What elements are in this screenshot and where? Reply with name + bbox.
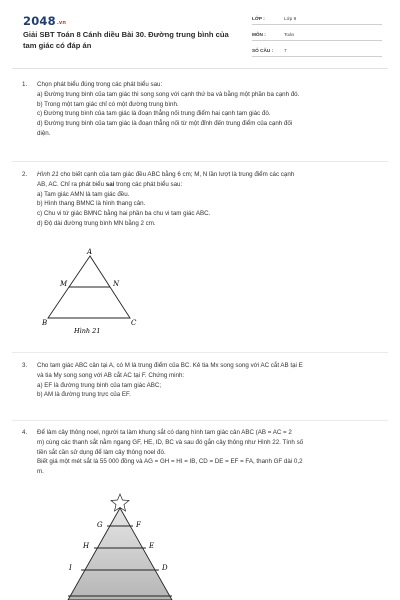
- question-line: b) Hình thang BMNC là hình thang cân.: [37, 200, 146, 208]
- label-c: C: [131, 319, 137, 327]
- question-number: 1.: [22, 81, 28, 88]
- question-number: 2.: [22, 171, 28, 178]
- meta-panel: [252, 12, 382, 60]
- label-g: G: [97, 521, 103, 529]
- meta-value: Lớp 8: [284, 16, 297, 21]
- question-line: a) Đường trung bình của tam giác thì song song với cạnh thứ ba và bằng một phần ba cạnh đó.: [37, 90, 300, 98]
- label-f: F: [136, 521, 141, 529]
- question-line: Cho tam giác ABC cân tại A, có M là trung điểm của BC. Kẻ tia Mx song song với AC cắt AB tại E: [37, 362, 303, 369]
- question-line: d) Độ dài đường trung bình MN bằng 2 cm.: [37, 219, 156, 227]
- question-line: c) Đường trung bình của tam giác là đoạn thẳng nối trung điểm hai cạnh tam giác đó.: [37, 110, 271, 118]
- label-n: N: [113, 280, 120, 288]
- question-line: b) AM là đường trung trực của EF.: [37, 391, 131, 399]
- figure-caption: Hình 21: [74, 327, 101, 335]
- question-4: [22, 428, 382, 477]
- question-line: a) Tam giác AMN là tam giác đều.: [37, 190, 130, 198]
- label-a: A: [87, 248, 93, 256]
- meta-row-subject: [252, 28, 382, 41]
- question-body: [37, 361, 382, 400]
- question-body: [37, 428, 382, 477]
- meta-value: Toán: [284, 32, 295, 37]
- label-d: D: [162, 564, 168, 572]
- page-title: Giải SBT Toán 8 Cánh diều Bài 30. Đường trung bình của tam giác có đáp án: [23, 30, 229, 50]
- label-b: B: [42, 319, 48, 327]
- question-line: diện.: [37, 129, 51, 137]
- question-line: c) Chu vi tứ giác BMNC bằng hai phần ba chu vi tam giác ABC.: [37, 210, 211, 218]
- label-e: E: [149, 542, 155, 550]
- tree-frame-abc: [68, 508, 172, 600]
- question-divider: [12, 352, 388, 353]
- question-line: AB, AC. Chỉ ra phát biểu sai trong các phát biểu sau:: [37, 180, 183, 188]
- question-line: Biết giá một mét sắt là 55 000 đồng và AG = GH = HI = IB, CD = DE = EF = FA, thanh GF dài 0,2: [37, 458, 303, 466]
- label-m: M: [60, 280, 68, 288]
- meta-key: SỐ CÂU :: [252, 48, 274, 53]
- question-2: [22, 170, 382, 229]
- question-line: m) cùng các thanh sắt nằm ngang GF, HE, ID, BC và sau đó gắn cây thông như Hình 22. Tính số: [37, 438, 304, 446]
- question-number: 3.: [22, 362, 28, 369]
- question-line: và tia My song song với AB cắt AC tại F. Chứng minh:: [37, 371, 185, 379]
- site-logo[interactable]: [23, 14, 66, 28]
- question-number: 4.: [22, 429, 28, 436]
- meta-key: MÔN :: [252, 32, 266, 37]
- question-line: tiền sắt cần sử dụng để làm cây thông noel đó.: [37, 448, 166, 456]
- question-line: b) Trong một tam giác chỉ có một đường trung bình.: [37, 100, 179, 108]
- question-line: m.: [37, 468, 44, 476]
- question-line: Hình 21 cho biết cạnh của tam giác đều ABC bằng 6 cm; M, N lần lượt là trung điểm các cạnh: [37, 171, 295, 178]
- question-divider: [12, 420, 388, 421]
- figure-22-christmas-tree: [62, 490, 202, 600]
- meta-value: 7: [284, 48, 287, 53]
- logo-tld: .vn: [56, 20, 67, 26]
- question-line: Để làm cây thông noel, người ta làm khung sắt có dạng hình tam giác cân ABC (AB = AC = 2: [37, 429, 292, 436]
- question-body: [37, 170, 382, 229]
- label-i: I: [69, 564, 72, 572]
- question-line: Chọn phát biểu đúng trong các phát biểu sau:: [37, 81, 163, 88]
- header-divider: [12, 68, 388, 69]
- meta-row-count: [252, 44, 382, 57]
- figure-21-equilateral-triangle: [40, 246, 140, 338]
- logo-text: 2048: [23, 14, 56, 28]
- question-line: a) EF là đường trung bình của tam giác ABC;: [37, 381, 162, 389]
- question-divider: [12, 161, 388, 162]
- question-3: [22, 361, 382, 400]
- label-h: H: [83, 542, 90, 550]
- question-line: d) Đường trung bình của tam giác là đoạn thẳng nối từ một đỉnh đến trung điểm của cạnh đối: [37, 120, 293, 128]
- meta-key: LỚP :: [252, 16, 265, 21]
- question-1: [22, 80, 382, 139]
- question-body: [37, 80, 382, 139]
- meta-row-grade: [252, 12, 382, 25]
